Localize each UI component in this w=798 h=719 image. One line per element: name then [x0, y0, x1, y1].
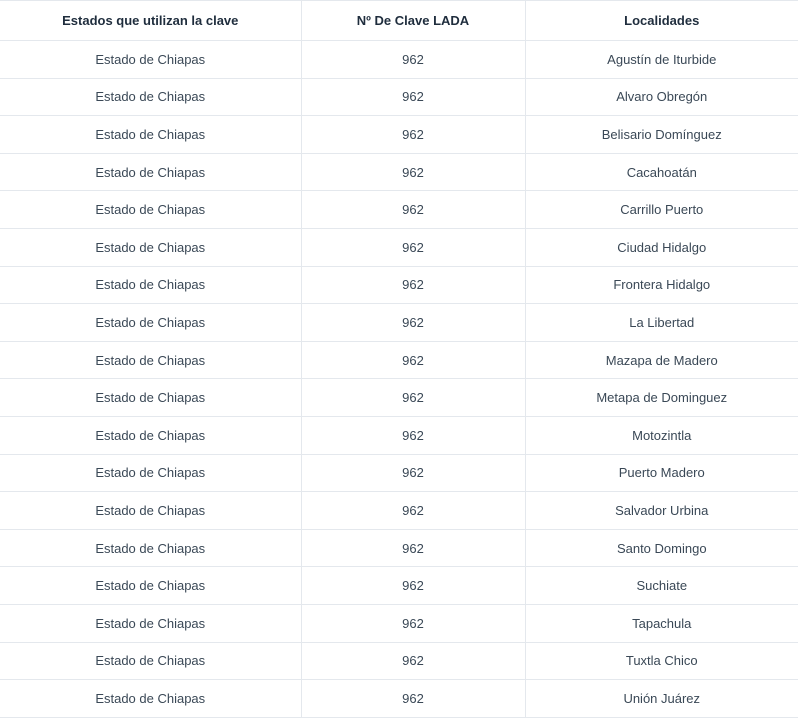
lada-code-cell: 962 — [301, 191, 525, 229]
locality-cell: Carrillo Puerto — [525, 191, 798, 229]
table-row — [0, 492, 798, 530]
state-cell: Estado de Chiapas — [0, 680, 301, 718]
table-row — [0, 41, 798, 79]
lada-code-cell: 962 — [301, 604, 525, 642]
state-cell: Estado de Chiapas — [0, 191, 301, 229]
table-row — [0, 529, 798, 567]
locality-cell: Tapachula — [525, 604, 798, 642]
locality-cell: Ciudad Hidalgo — [525, 228, 798, 266]
state-cell: Estado de Chiapas — [0, 78, 301, 116]
locality-cell: Unión Juárez — [525, 680, 798, 718]
table-row — [0, 266, 798, 304]
header-states: Estados que utilizan la clave — [0, 1, 301, 41]
locality-cell: Santo Domingo — [525, 529, 798, 567]
lada-code-cell: 962 — [301, 153, 525, 191]
state-cell: Estado de Chiapas — [0, 41, 301, 79]
lada-code-cell: 962 — [301, 680, 525, 718]
locality-cell: Alvaro Obregón — [525, 78, 798, 116]
table-row — [0, 341, 798, 379]
table-row — [0, 304, 798, 342]
table-row — [0, 416, 798, 454]
table-row — [0, 604, 798, 642]
state-cell: Estado de Chiapas — [0, 379, 301, 417]
lada-code-cell: 962 — [301, 567, 525, 605]
header-localities: Localidades — [525, 1, 798, 41]
state-cell: Estado de Chiapas — [0, 341, 301, 379]
locality-cell: Tuxtla Chico — [525, 642, 798, 680]
locality-cell: Cacahoatán — [525, 153, 798, 191]
lada-code-cell: 962 — [301, 454, 525, 492]
table-row — [0, 379, 798, 417]
locality-cell: Suchiate — [525, 567, 798, 605]
locality-cell: Frontera Hidalgo — [525, 266, 798, 304]
lada-code-cell: 962 — [301, 228, 525, 266]
table-row — [0, 228, 798, 266]
locality-cell: Belisario Domínguez — [525, 116, 798, 154]
table-row — [0, 680, 798, 718]
state-cell: Estado de Chiapas — [0, 266, 301, 304]
lada-code-cell: 962 — [301, 642, 525, 680]
lada-code-cell: 962 — [301, 341, 525, 379]
table-row — [0, 191, 798, 229]
table-body — [0, 41, 798, 718]
header-row — [0, 1, 798, 41]
lada-code-cell: 962 — [301, 78, 525, 116]
state-cell: Estado de Chiapas — [0, 116, 301, 154]
locality-cell: Mazapa de Madero — [525, 341, 798, 379]
lada-code-cell: 962 — [301, 41, 525, 79]
locality-cell: Metapa de Dominguez — [525, 379, 798, 417]
locality-cell: Agustín de Iturbide — [525, 41, 798, 79]
locality-cell: Salvador Urbina — [525, 492, 798, 530]
table-header — [0, 1, 798, 41]
table-row — [0, 567, 798, 605]
lada-code-cell: 962 — [301, 266, 525, 304]
locality-cell: Motozintla — [525, 416, 798, 454]
state-cell: Estado de Chiapas — [0, 304, 301, 342]
lada-code-cell: 962 — [301, 416, 525, 454]
state-cell: Estado de Chiapas — [0, 153, 301, 191]
locality-cell: La Libertad — [525, 304, 798, 342]
state-cell: Estado de Chiapas — [0, 529, 301, 567]
state-cell: Estado de Chiapas — [0, 642, 301, 680]
lada-code-cell: 962 — [301, 379, 525, 417]
table-row — [0, 642, 798, 680]
header-lada-code: Nº De Clave LADA — [301, 1, 525, 41]
state-cell: Estado de Chiapas — [0, 567, 301, 605]
state-cell: Estado de Chiapas — [0, 454, 301, 492]
state-cell: Estado de Chiapas — [0, 416, 301, 454]
table-row — [0, 116, 798, 154]
lada-code-cell: 962 — [301, 492, 525, 530]
table-row — [0, 454, 798, 492]
lada-code-cell: 962 — [301, 116, 525, 154]
table-row — [0, 78, 798, 116]
state-cell: Estado de Chiapas — [0, 604, 301, 642]
lada-code-cell: 962 — [301, 529, 525, 567]
table-row — [0, 153, 798, 191]
lada-code-cell: 962 — [301, 304, 525, 342]
state-cell: Estado de Chiapas — [0, 492, 301, 530]
state-cell: Estado de Chiapas — [0, 228, 301, 266]
locality-cell: Puerto Madero — [525, 454, 798, 492]
